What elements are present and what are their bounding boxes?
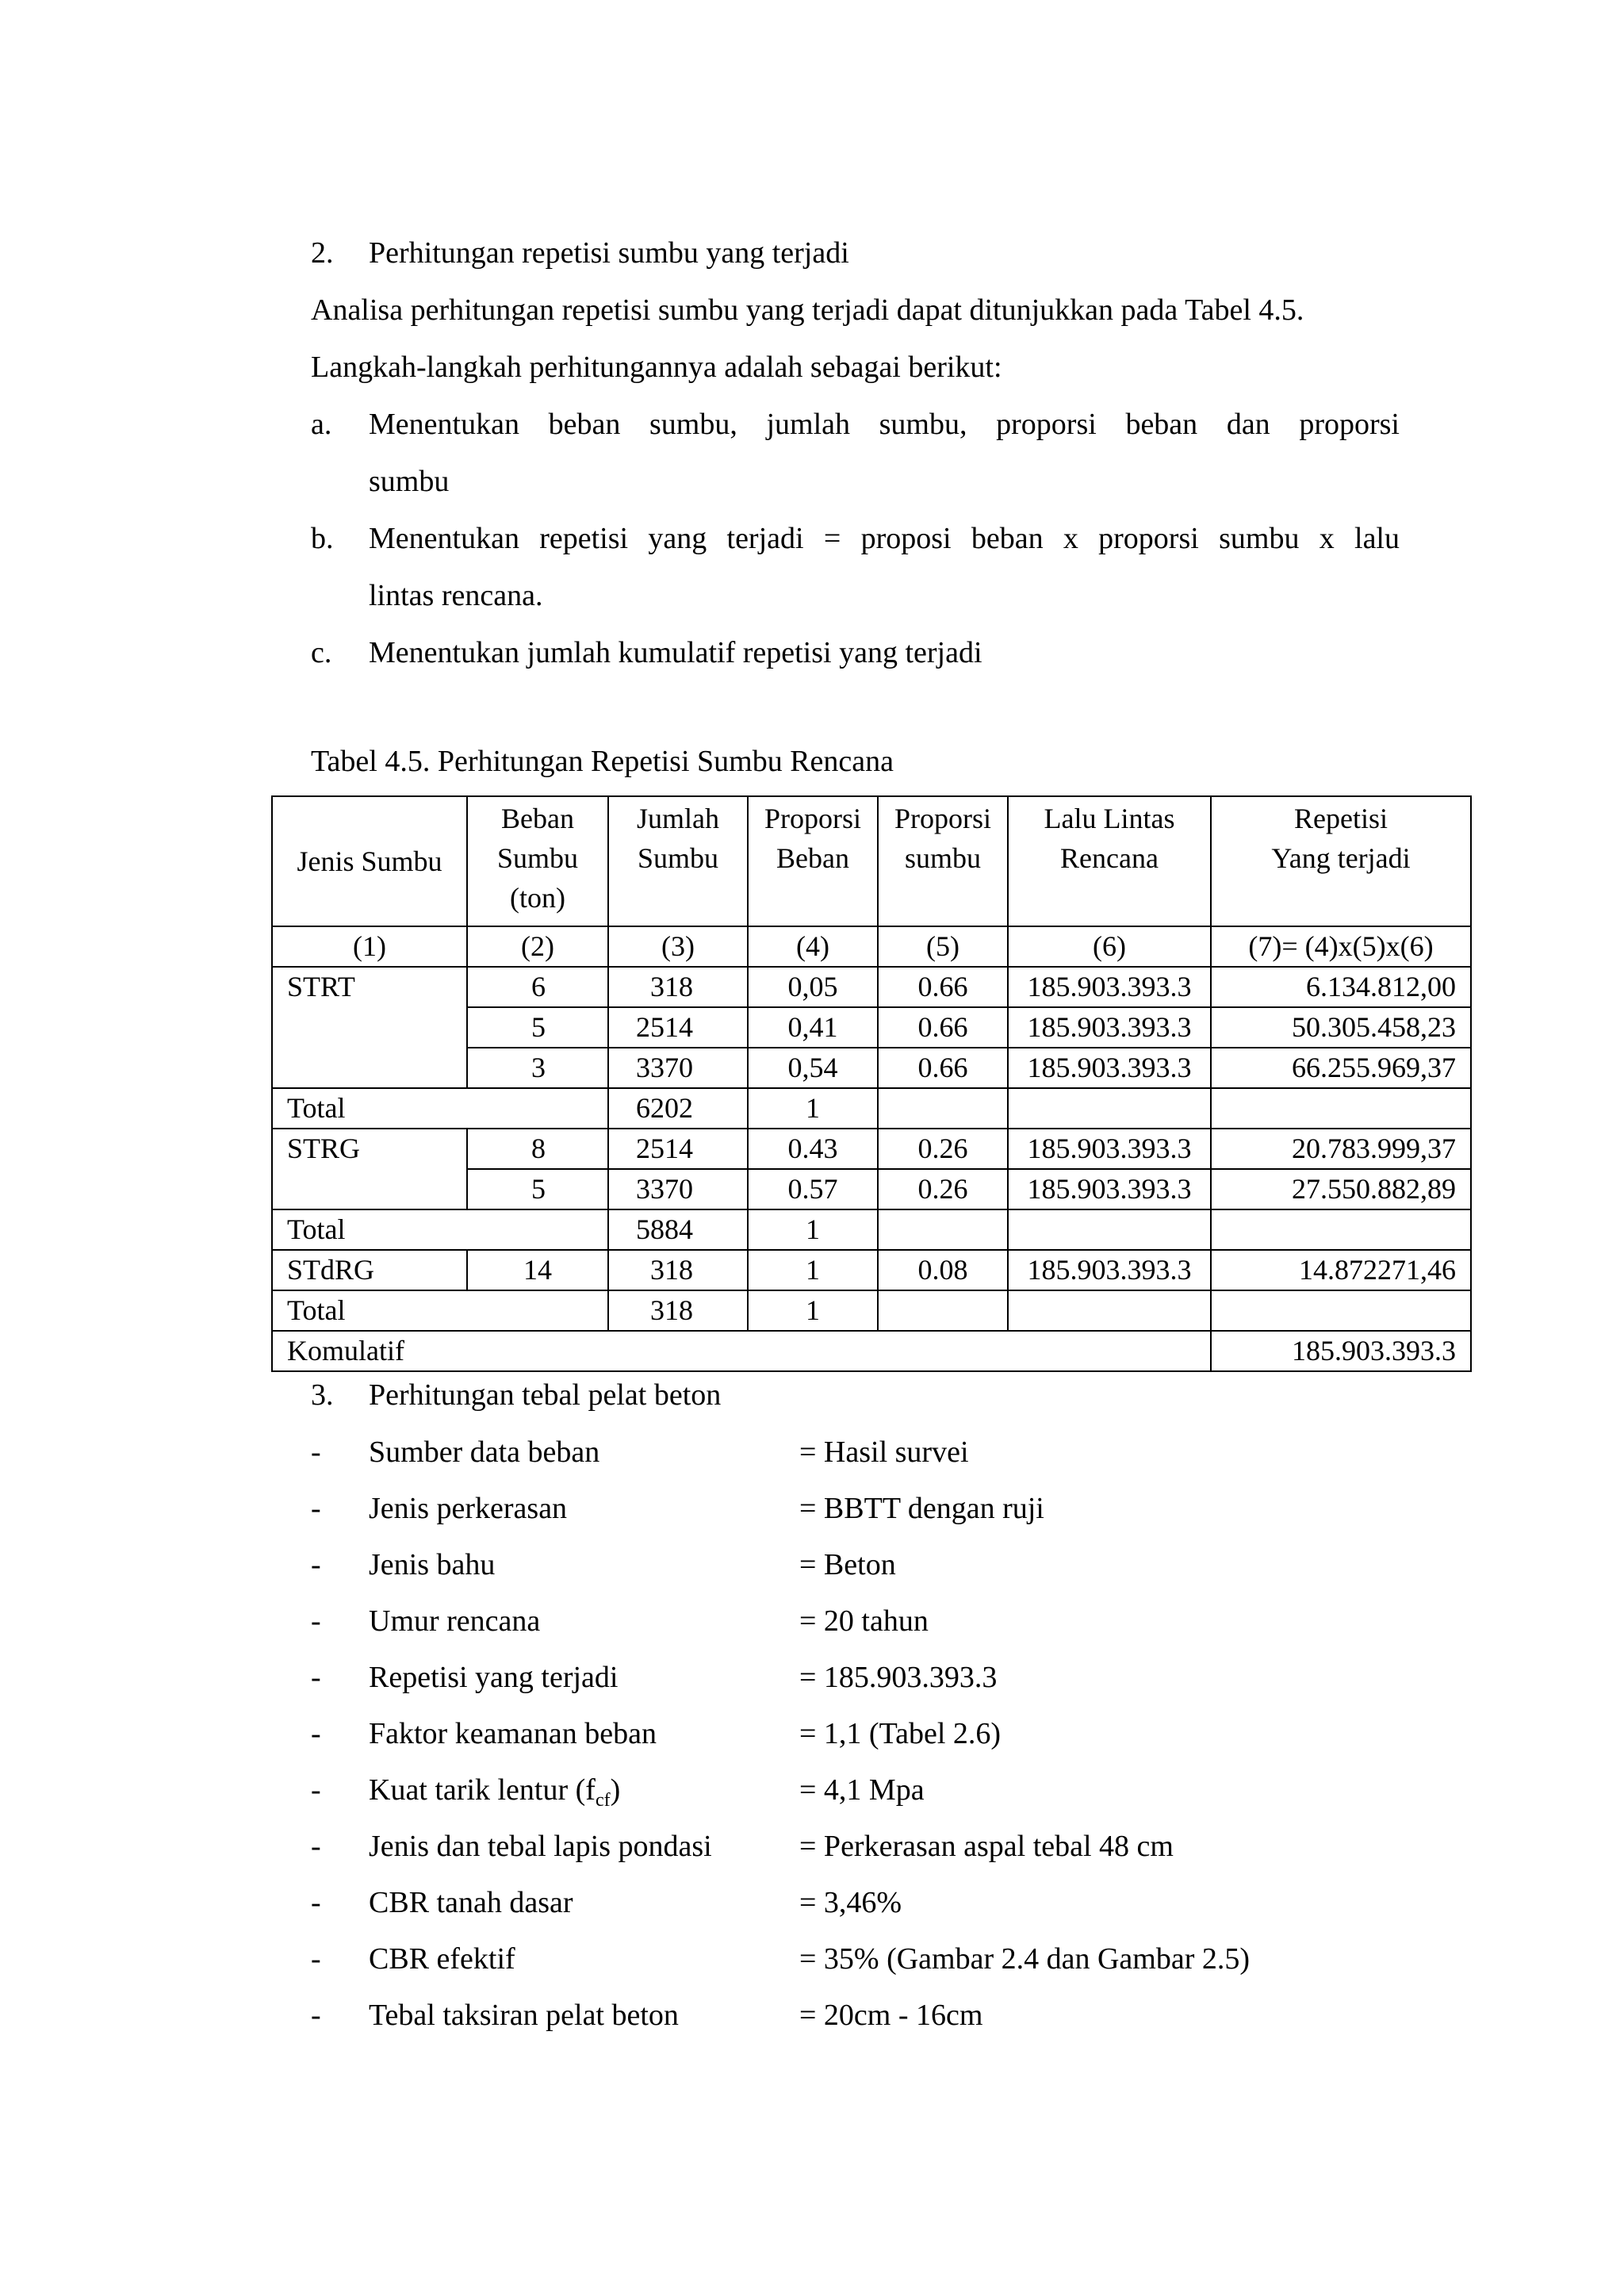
param-label: Jenis dan tebal lapis pondasi bbox=[369, 1830, 712, 1863]
col-num-2: (2) bbox=[467, 926, 608, 967]
param-value: = 20cm - 16cm bbox=[799, 1999, 983, 2032]
param-label: Umur rencana bbox=[369, 1604, 541, 1638]
cell-proporsi-beban: 0,05 bbox=[748, 967, 878, 1007]
cell-proporsi-beban: 0,41 bbox=[748, 1007, 878, 1048]
section-3-heading: Perhitungan tebal pelat beton bbox=[369, 1378, 722, 1412]
cell-beban: 6 bbox=[467, 967, 608, 1007]
total-label: Total bbox=[272, 1290, 608, 1331]
total-jumlah: 6202 bbox=[608, 1088, 748, 1129]
cell-repetisi: 66.255.969,37 bbox=[1211, 1048, 1471, 1088]
cell-lalu-lintas: 185.903.393.3 bbox=[1008, 1250, 1211, 1290]
param-value: = 20 tahun bbox=[799, 1604, 929, 1638]
list-bullet: - bbox=[311, 1604, 321, 1638]
list-bullet: - bbox=[311, 1999, 321, 2032]
list-bullet: - bbox=[311, 1435, 321, 1469]
total-proporsi: 1 bbox=[748, 1290, 878, 1331]
step-b-marker: b. bbox=[311, 522, 334, 555]
cell-lalu-lintas: 185.903.393.3 bbox=[1008, 1129, 1211, 1169]
header-beban-sumbu: Beban Sumbu (ton) bbox=[467, 796, 608, 926]
total-proporsi: 1 bbox=[748, 1209, 878, 1250]
cell-jumlah: 2514 bbox=[608, 1007, 748, 1048]
cell-proporsi-sumbu: 0.66 bbox=[878, 1007, 1008, 1048]
cell-proporsi-sumbu: 0.66 bbox=[878, 967, 1008, 1007]
cell-lalu-lintas: 185.903.393.3 bbox=[1008, 1007, 1211, 1048]
table-row bbox=[272, 967, 1471, 1007]
cell-proporsi-beban: 1 bbox=[748, 1250, 878, 1290]
header-repetisi: Repetisi Yang terjadi bbox=[1211, 796, 1471, 926]
param-value: = Hasil survei bbox=[799, 1435, 969, 1469]
table-row bbox=[272, 1129, 1471, 1169]
step-a-text: Menentukan beban sumbu, jumlah sumbu, proporsi beban dan proporsi bbox=[369, 408, 1400, 441]
param-label: Faktor keamanan beban bbox=[369, 1717, 657, 1750]
stdrg-label: STdRG bbox=[272, 1250, 467, 1290]
cell-jumlah: 318 bbox=[608, 967, 748, 1007]
col-num-7: (7)= (4)x(5)x(6) bbox=[1211, 926, 1471, 967]
table-header-row bbox=[272, 796, 1471, 926]
table-caption: Tabel 4.5. Perhitungan Repetisi Sumbu Rencana bbox=[311, 745, 894, 778]
table-row bbox=[272, 1250, 1471, 1290]
header-jumlah-sumbu: Jumlah Sumbu bbox=[608, 796, 748, 926]
cell-proporsi-sumbu: 0.08 bbox=[878, 1250, 1008, 1290]
param-label: CBR tanah dasar bbox=[369, 1886, 573, 1919]
cell-proporsi-beban: 0,54 bbox=[748, 1048, 878, 1088]
header-proporsi-sumbu: Proporsi sumbu bbox=[878, 796, 1008, 926]
total-jumlah: 5884 bbox=[608, 1209, 748, 1250]
total-proporsi: 1 bbox=[748, 1088, 878, 1129]
param-value: = Perkerasan aspal tebal 48 cm bbox=[799, 1830, 1174, 1863]
cell-beban: 3 bbox=[467, 1048, 608, 1088]
step-b-text: Menentukan repetisi yang terjadi = proposi beban x proporsi sumbu x lalu bbox=[369, 522, 1400, 555]
paragraph-steps-intro: Langkah-langkah perhitungannya adalah sebagai berikut: bbox=[311, 351, 1002, 384]
param-value: = 185.903.393.3 bbox=[799, 1661, 998, 1694]
param-value: = 4,1 Mpa bbox=[799, 1773, 925, 1807]
cell-repetisi: 20.783.999,37 bbox=[1211, 1129, 1471, 1169]
cell-lalu-lintas: 185.903.393.3 bbox=[1008, 1048, 1211, 1088]
col-num-6: (6) bbox=[1008, 926, 1211, 967]
param-value: = Beton bbox=[799, 1548, 896, 1581]
total-label: Total bbox=[272, 1209, 608, 1250]
header-jenis-sumbu: Jenis Sumbu bbox=[272, 796, 467, 926]
section-2-number: 2. bbox=[311, 236, 334, 270]
step-c-marker: c. bbox=[311, 636, 332, 669]
cell-repetisi: 50.305.458,23 bbox=[1211, 1007, 1471, 1048]
param-label: Repetisi yang terjadi bbox=[369, 1661, 619, 1694]
section-2-heading: Perhitungan repetisi sumbu yang terjadi bbox=[369, 236, 849, 270]
cell-repetisi: 14.872271,46 bbox=[1211, 1250, 1471, 1290]
section-3-number: 3. bbox=[311, 1378, 334, 1412]
list-bullet: - bbox=[311, 1661, 321, 1694]
cell-proporsi-sumbu: 0.66 bbox=[878, 1048, 1008, 1088]
cell-lalu-lintas: 185.903.393.3 bbox=[1008, 967, 1211, 1007]
kumulatif-row bbox=[272, 1331, 1471, 1371]
kumulatif-label: Komulatif bbox=[272, 1331, 1211, 1371]
strg-label: STRG bbox=[272, 1129, 467, 1209]
total-row bbox=[272, 1290, 1471, 1331]
step-b-text-cont: lintas rencana. bbox=[369, 579, 543, 612]
cell-jumlah: 318 bbox=[608, 1250, 748, 1290]
col-num-5: (5) bbox=[878, 926, 1008, 967]
col-num-4: (4) bbox=[748, 926, 878, 967]
total-label: Total bbox=[272, 1088, 608, 1129]
cell-proporsi-sumbu: 0.26 bbox=[878, 1129, 1008, 1169]
cell-jumlah: 2514 bbox=[608, 1129, 748, 1169]
total-jumlah: 318 bbox=[608, 1290, 748, 1331]
cell-proporsi-sumbu: 0.26 bbox=[878, 1169, 1008, 1209]
cell-repetisi: 6.134.812,00 bbox=[1211, 967, 1471, 1007]
step-c-text: Menentukan jumlah kumulatif repetisi yang terjadi bbox=[369, 636, 982, 669]
step-a-marker: a. bbox=[311, 408, 332, 441]
param-label: Jenis bahu bbox=[369, 1548, 496, 1581]
cell-jumlah: 3370 bbox=[608, 1048, 748, 1088]
cell-proporsi-beban: 0.57 bbox=[748, 1169, 878, 1209]
param-label: Tebal taksiran pelat beton bbox=[369, 1999, 679, 2032]
header-proporsi-beban: Proporsi Beban bbox=[748, 796, 878, 926]
list-bullet: - bbox=[311, 1717, 321, 1750]
cell-lalu-lintas: 185.903.393.3 bbox=[1008, 1169, 1211, 1209]
param-label: Sumber data beban bbox=[369, 1435, 600, 1469]
cell-jumlah: 3370 bbox=[608, 1169, 748, 1209]
list-bullet: - bbox=[311, 1830, 321, 1863]
cell-proporsi-beban: 0.43 bbox=[748, 1129, 878, 1169]
cell-repetisi: 27.550.882,89 bbox=[1211, 1169, 1471, 1209]
list-bullet: - bbox=[311, 1548, 321, 1581]
param-value: = 1,1 (Tabel 2.6) bbox=[799, 1717, 1002, 1750]
list-bullet: - bbox=[311, 1492, 321, 1525]
total-row bbox=[272, 1088, 1471, 1129]
cell-beban: 5 bbox=[467, 1169, 608, 1209]
step-a-text-cont: sumbu bbox=[369, 465, 450, 498]
paragraph-intro: Analisa perhitungan repetisi sumbu yang terjadi dapat ditunjukkan pada Tabel 4.5. bbox=[311, 293, 1304, 327]
col-num-3: (3) bbox=[608, 926, 748, 967]
header-lalu-lintas: Lalu Lintas Rencana bbox=[1008, 796, 1211, 926]
strt-label: STRT bbox=[272, 967, 467, 1088]
param-label: CBR efektif bbox=[369, 1942, 515, 1976]
cell-beban: 8 bbox=[467, 1129, 608, 1169]
param-value: = BBTT dengan ruji bbox=[799, 1492, 1044, 1525]
param-label: Kuat tarik lentur $(f_{cf})$ bbox=[369, 1773, 621, 1811]
param-value: = 35% (Gambar 2.4 dan Gambar 2.5) bbox=[799, 1942, 1251, 1976]
col-num-1: (1) bbox=[272, 926, 467, 967]
cell-beban: 5 bbox=[467, 1007, 608, 1048]
list-bullet: - bbox=[311, 1773, 321, 1807]
kumulatif-value: 185.903.393.3 bbox=[1211, 1331, 1471, 1371]
column-number-row bbox=[272, 926, 1471, 967]
list-bullet: - bbox=[311, 1886, 321, 1919]
param-label: Jenis perkerasan bbox=[369, 1492, 568, 1525]
param-value: = 3,46% bbox=[799, 1886, 902, 1919]
cell-beban: 14 bbox=[467, 1250, 608, 1290]
total-row bbox=[272, 1209, 1471, 1250]
repetition-table bbox=[271, 795, 1472, 1372]
list-bullet: - bbox=[311, 1942, 321, 1976]
